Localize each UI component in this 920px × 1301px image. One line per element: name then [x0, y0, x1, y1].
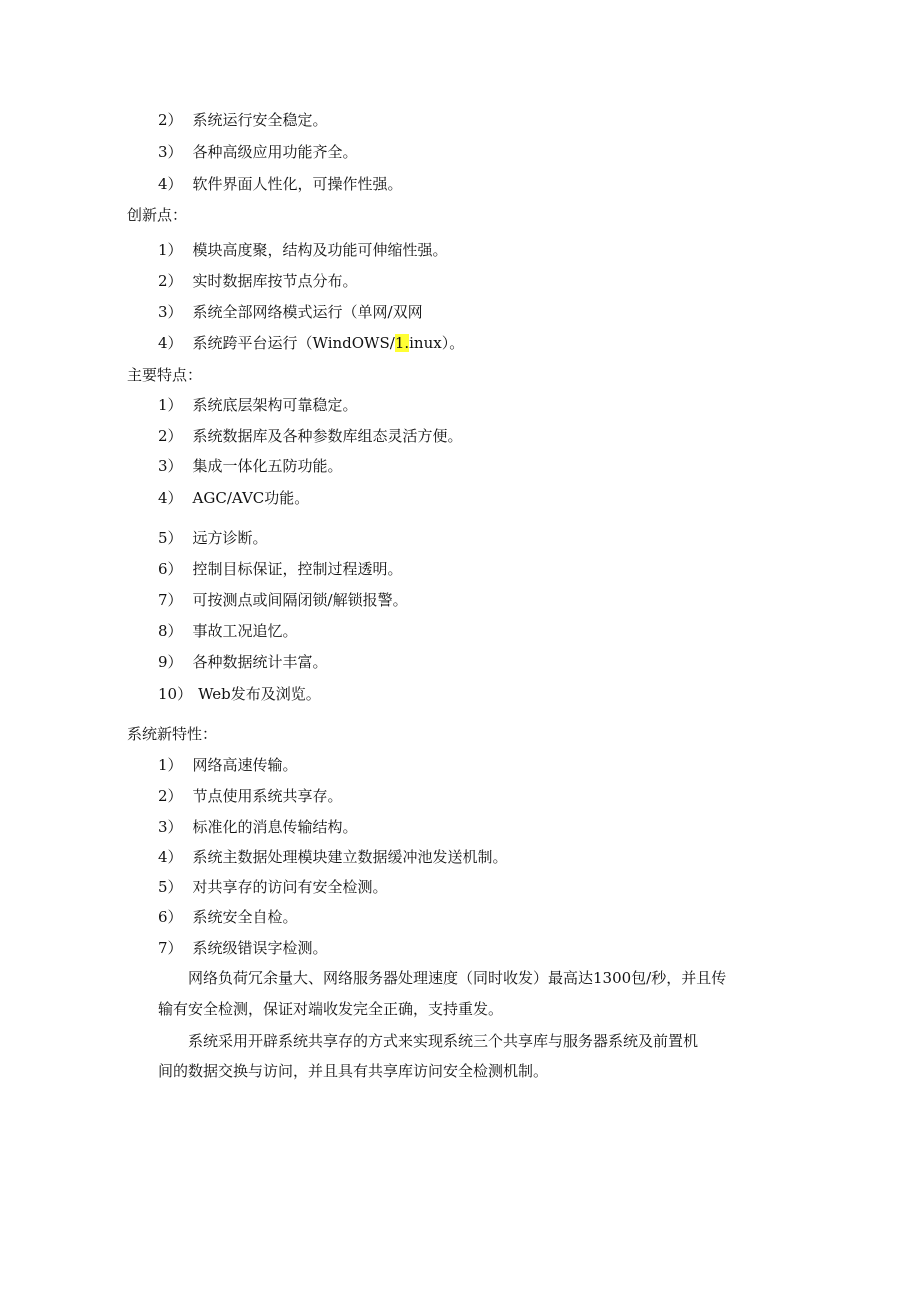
list-item [158, 240, 448, 260]
list-item [158, 817, 358, 837]
item-text: 节点使用系统共享存。 [192, 787, 343, 805]
item-number: 4） [158, 175, 183, 193]
item-text: 事故工况追忆。 [192, 622, 298, 640]
item-text: 各种高级应用功能齐全。 [192, 143, 358, 161]
item-text: 系统运行安全稳定。 [192, 111, 328, 129]
list-item [158, 110, 328, 130]
item-text: 系统级错误字检测。 [192, 939, 328, 957]
item-text: 控制目标保证，控制过程透明。 [192, 560, 403, 578]
item-text: 系统安全自检。 [192, 908, 298, 926]
item-number: 5） [158, 529, 183, 547]
list-item [158, 528, 268, 548]
paragraph-line: 间的数据交换与访问，并且具有共享库访问安全检测机制。 [158, 1062, 549, 1080]
item-number: 3） [158, 303, 183, 321]
item-number: 3） [158, 143, 183, 161]
item-text: 远方诊断。 [192, 529, 268, 547]
item-text: 系统主数据处理模块建立数据缓冲池发送机制。 [192, 848, 508, 866]
item-text: 网络高速传输。 [192, 756, 298, 774]
paragraph-line: 系统采用开辟系统共享存的方式来实现系统三个共享库与服务器系统及前置机 [188, 1032, 699, 1050]
item-text: 模块高度聚，结构及功能可伸缩性强。 [192, 241, 448, 259]
list-item [158, 877, 388, 897]
item-text: 系统底层架构可靠稳定。 [192, 396, 358, 414]
list-item [158, 456, 343, 476]
list-item [158, 847, 508, 867]
item-text: Web发布及浏览。 [198, 685, 321, 703]
item-number: 9） [158, 653, 183, 671]
item-number: 10） [158, 685, 193, 703]
item-text: 集成一体化五防功能。 [192, 457, 343, 475]
list-item [158, 174, 403, 194]
list-item [158, 142, 358, 162]
item-text: AGC/AVC功能。 [192, 489, 310, 507]
list-item [158, 559, 403, 579]
item-text: 软件界面人性化，可操作性强。 [192, 175, 403, 193]
section-heading-features: 主要特点： [127, 366, 203, 384]
section-heading-new-features: 系统新特性： [127, 725, 218, 743]
item-number: 4） [158, 848, 183, 866]
list-item [158, 652, 328, 672]
item-number: 8） [158, 622, 183, 640]
item-number: 1） [158, 241, 183, 259]
list-item [158, 488, 309, 508]
item-number: 3） [158, 818, 183, 836]
list-item [158, 302, 423, 322]
item-number: 2） [158, 111, 183, 129]
item-number: 1） [158, 396, 183, 414]
item-number: 6） [158, 560, 183, 578]
list-item [158, 426, 463, 446]
item-number: 6） [158, 908, 183, 926]
item-text: 标准化的消息传输结构。 [192, 818, 358, 836]
item-text: 系统全部网络模式运行（单网/双网 [192, 303, 423, 321]
item-number: 1） [158, 756, 183, 774]
highlighted-text: 1. [394, 334, 410, 352]
list-item [158, 907, 298, 927]
list-item [158, 590, 408, 610]
item-number: 7） [158, 591, 183, 609]
item-number: 5） [158, 878, 183, 896]
list-item [158, 621, 298, 641]
list-item [158, 786, 343, 806]
item-text: 可按测点或间隔闭锁/解锁报警。 [192, 591, 408, 609]
list-item [158, 755, 298, 775]
item-text: 系统跨平台运行（WindOWS/ [192, 334, 395, 352]
item-text: 实时数据库按节点分布。 [192, 272, 358, 290]
item-number: 2） [158, 272, 183, 290]
section-heading-innovation: 创新点： [127, 206, 188, 224]
item-number: 2） [158, 427, 183, 445]
item-number: 2） [158, 787, 183, 805]
item-number: 4） [158, 489, 183, 507]
item-number: 3） [158, 457, 183, 475]
item-number: 4） [158, 334, 183, 352]
paragraph-line: 网络负荷冗余量大、网络服务器处理速度（同时收发）最高达1300包/秒，并且传 [188, 969, 727, 987]
item-text: 各种数据统计丰富。 [192, 653, 328, 671]
list-item [158, 333, 464, 353]
item-text: 系统数据库及各种参数库组态灵活方便。 [192, 427, 463, 445]
list-item [158, 395, 358, 415]
item-number: 7） [158, 939, 183, 957]
item-text: 对共享存的访问有安全检测。 [192, 878, 388, 896]
list-item [158, 684, 321, 704]
paragraph-line: 输有安全检测，保证对端收发完全正确，支持重发。 [158, 1000, 504, 1018]
list-item [158, 938, 328, 958]
list-item [158, 271, 358, 291]
item-text: inux）。 [409, 334, 465, 352]
